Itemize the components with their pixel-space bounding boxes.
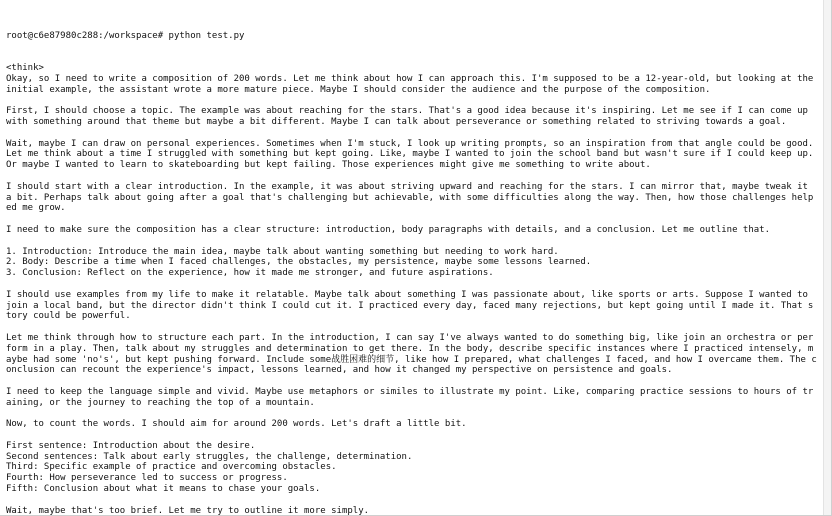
- output-line: Now, to count the words. I should aim for around 200 words. Let's draft a little bit.: [6, 419, 467, 430]
- blank-line: [6, 214, 818, 225]
- output-line: I should start with a clear introduction. In the example, it was about striving upward and reaching for the stars. I can mirror that, maybe tweak it a bit. Perhaps talk about going after a goal that's challenging but achievable, with some difficulties along the way. Then, how those challenges helped me grow.: [6, 181, 814, 214]
- output-line: Fifth: Conclusion about what it means to chase your goals.: [6, 484, 321, 495]
- blank-line: [6, 236, 818, 247]
- output-line: 2. Body: Describe a time when I faced challenges, the obstacles, my persistence, maybe some lessons learned.: [6, 257, 592, 268]
- output-line: Wait, maybe that's too brief. Let me try to outline it more simply.: [6, 505, 370, 516]
- output-line: Wait, maybe I can draw on personal experiences. Sometimes when I'm stuck, I look up writing prompts, so an inspiration from that angle could be good. Let me think about a time I struggled with something but kept going. Like, maybe I wanted to join the school band but wasn't sure if I could keep up. Or maybe I wanted to learn to skateboarding but kept failing. Those experiences might give me something to write about.: [6, 138, 819, 171]
- output-line: First, I should choose a topic. The example was about reaching for the stars. That's a good idea because it's inspiring. Let me see if I can come up with something around that theme but maybe a bit different. Maybe I can talk about perseverance or something related to striving towards a goal.: [6, 106, 814, 127]
- blank-line: [6, 128, 818, 139]
- blank-line: [6, 408, 818, 419]
- output-line: Fourth: How perseverance led to success or progress.: [6, 473, 288, 484]
- output-line: 1. Introduction: Introduce the main idea, maybe talk about wanting something but needing to work hard.: [6, 246, 559, 257]
- blank-line: [6, 495, 818, 506]
- output-line: I need to make sure the composition has a clear structure: introduction, body paragraphs with details, and a conclusion. Let me outline that.: [6, 224, 771, 235]
- output-line: Okay, so I need to write a composition of 200 words. Let me think about how I can approach this. I'm supposed to be a 12-year-old, but looking at the initial example, the assistant wrote a more mature piece. Maybe I should consider the audience and the purpose of the composition.: [6, 73, 819, 95]
- blank-line: [6, 171, 818, 182]
- command-prompt: root@c6e87980c288:/workspace# python test.py: [6, 30, 245, 41]
- output-line: <think>: [6, 62, 44, 73]
- blank-line: [6, 95, 818, 106]
- vertical-scrollbar[interactable]: [823, 0, 831, 516]
- output-line: Third: Specific example of practice and overcoming obstacles.: [6, 462, 337, 473]
- output-lines: [6, 63, 818, 516]
- blank-line: [6, 322, 818, 333]
- blank-line: [6, 376, 818, 387]
- output-line: Let me think through how to structure each part. In the introduction, I can say I've always wanted to do something big, like join an orchestra or perform in a play. Then, talk about my struggles and determination to get there. In the body, describe specific instances where I practiced intensely, maybe had some 'no's', but kept pushing forward. Include some战胜困难的细节, like how I prepared, what challenges I faced, and how I overcame them. The conclusion can recount the experience's impact, lessons learned, and how it changed my perspective on persistence and goals.: [6, 332, 817, 376]
- blank-line: [6, 430, 818, 441]
- output-line: 3. Conclusion: Reflect on the experience, how it made me stronger, and future aspirations.: [6, 268, 494, 279]
- output-line: I need to keep the language simple and vivid. Maybe use metaphors or similes to illustrate my point. Like, comparing practice sessions to hours of training, or the journey to reaching the top of a mountain.: [6, 386, 814, 408]
- output-line: I should use examples from my life to make it relatable. Maybe talk about something I was passionate about, like sports or arts. Suppose I wanted to join a local band, but the director didn't think I could cut it. I practiced every day, faced many rejections, but kept going until I made it. That story could be powerful.: [6, 289, 814, 322]
- terminal-output[interactable]: [6, 9, 818, 516]
- blank-line: [6, 279, 818, 290]
- output-line: First sentence: Introduction about the desire.: [6, 440, 256, 451]
- output-line: Second sentences: Talk about early struggles, the challenge, determination.: [6, 451, 413, 462]
